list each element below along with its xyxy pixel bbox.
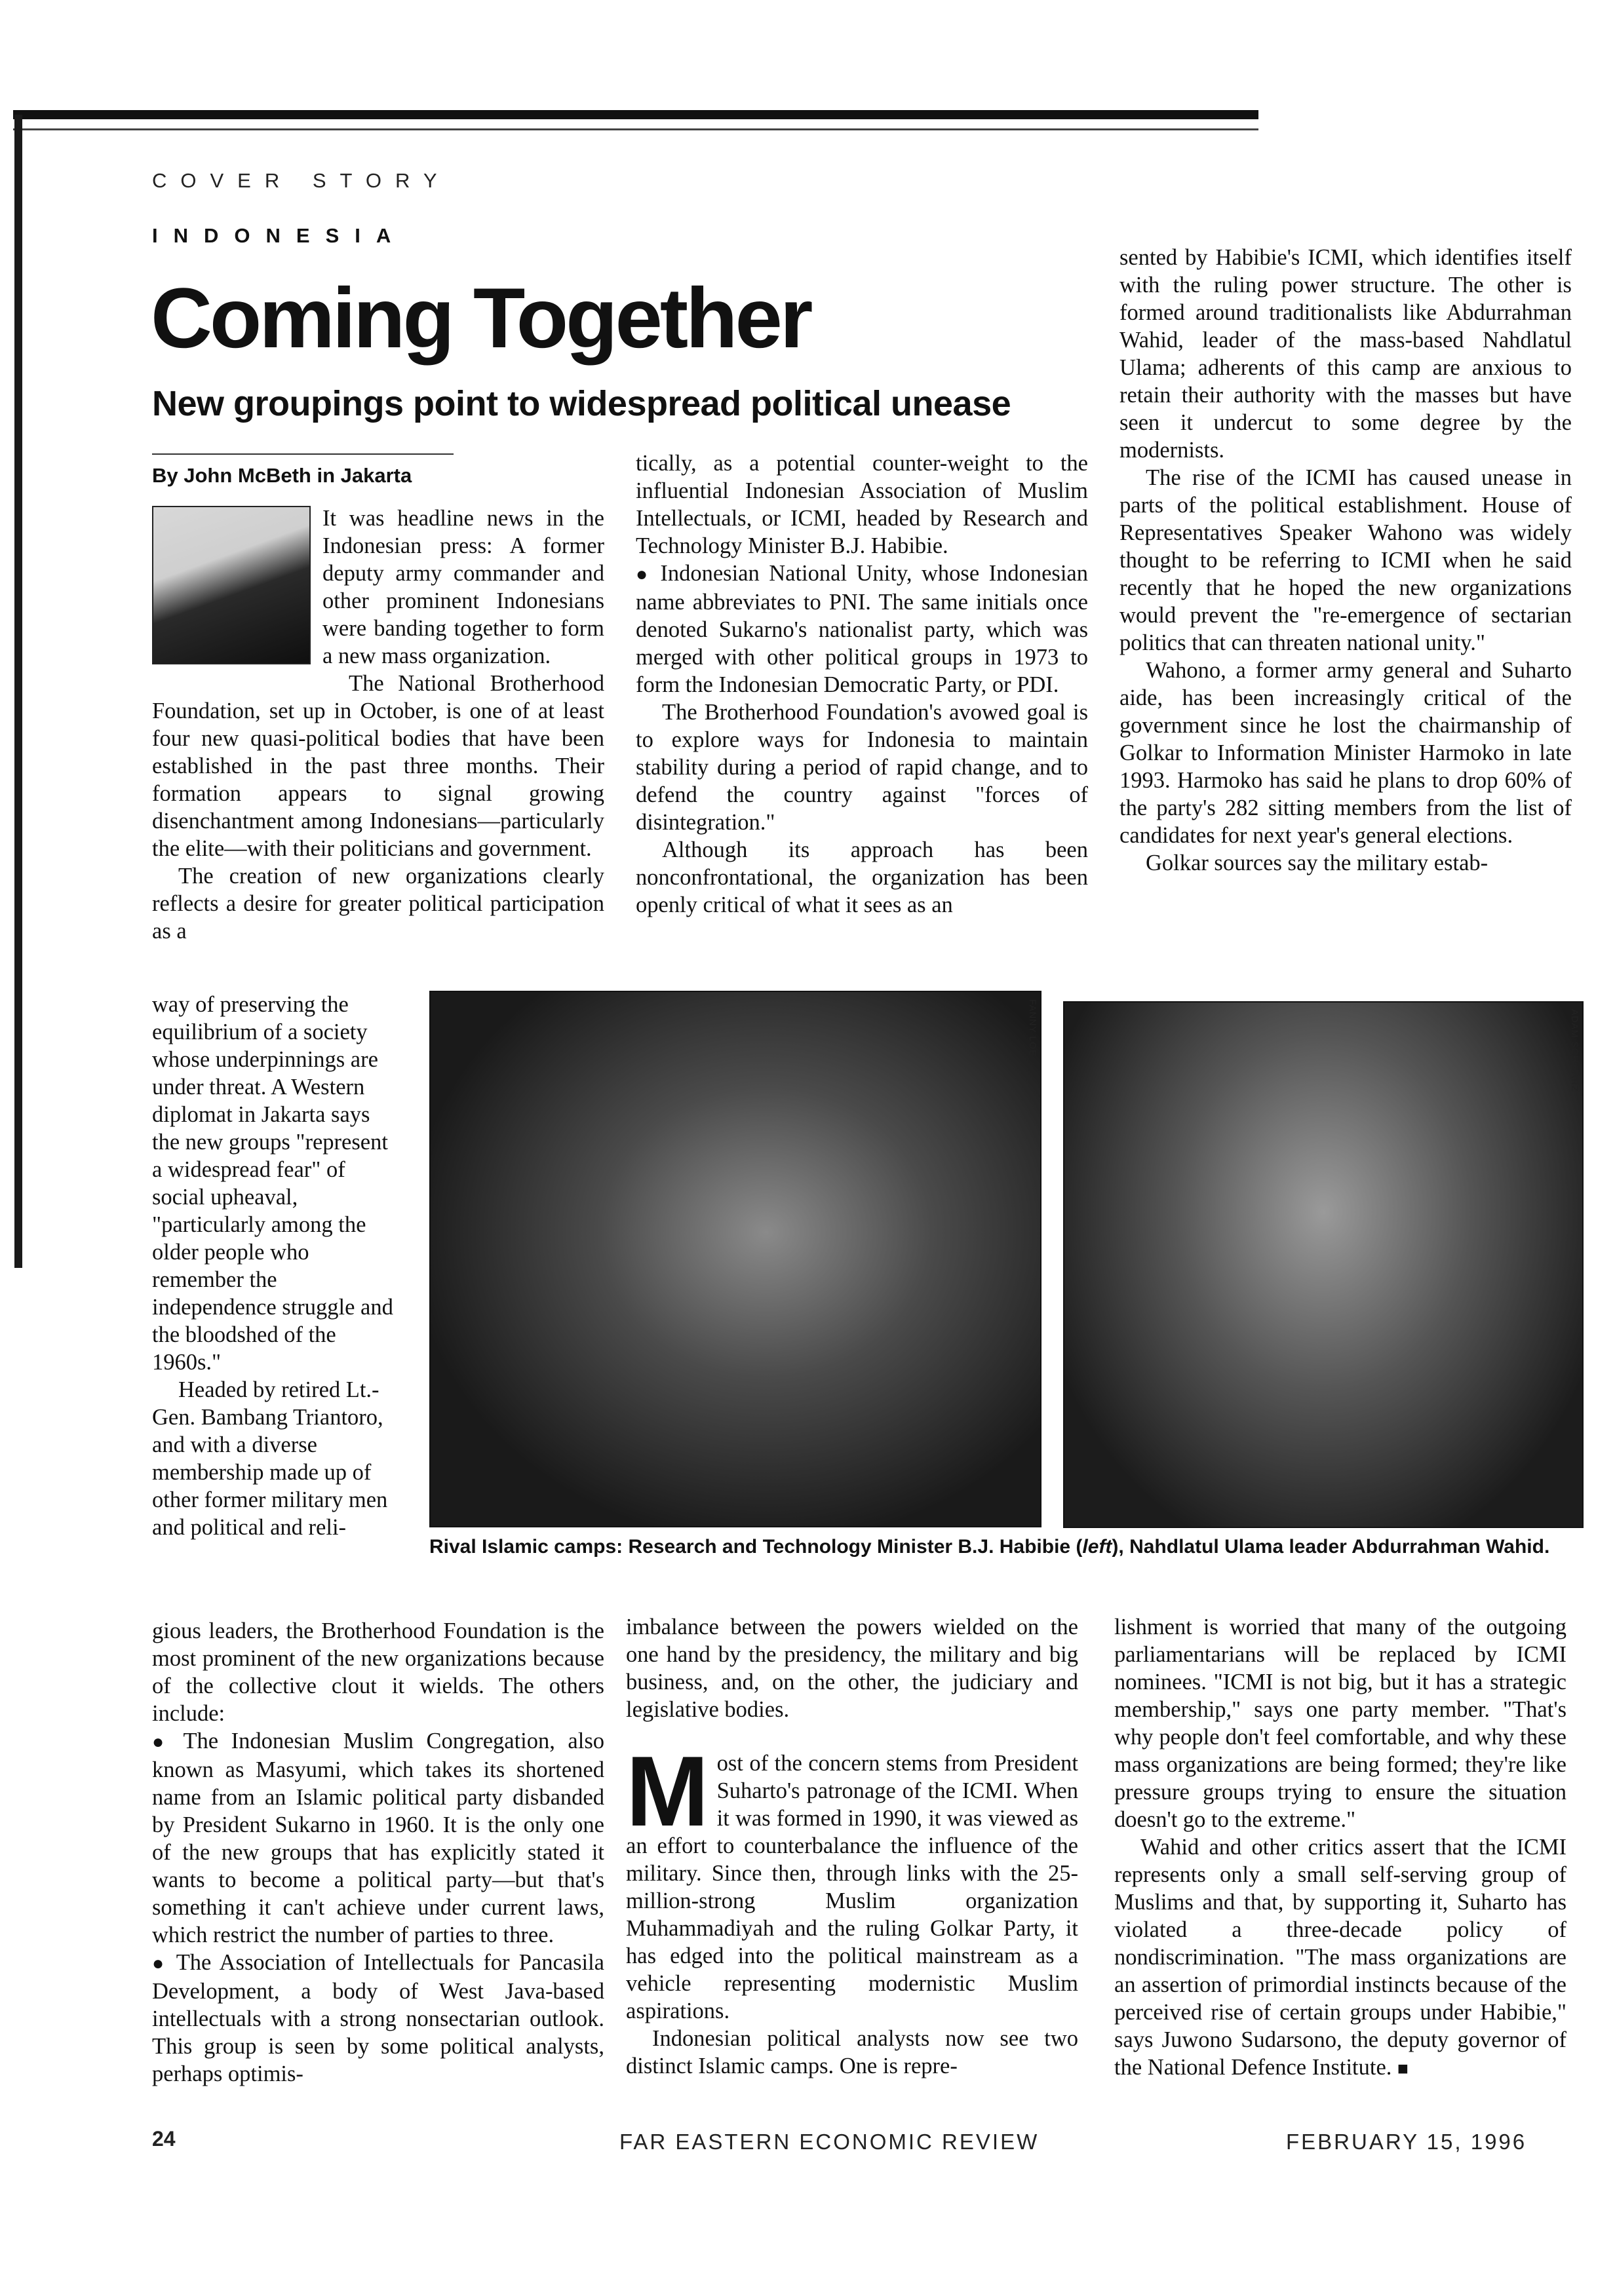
bullet-item: ● The Indonesian Muslim Congregation, also known as Masyumi, which takes its shortened name from an Islamic political party disbanded by President Sukarno in 1960. It is the only one of the new groups that has explicitly stated it wants to become a political party—but that's something it can't achieve under current laws, which restrict the number of parties to three. (152, 1727, 604, 1949)
column-2-top (636, 450, 1088, 919)
paragraph: imbalance between the powers wielded on the one hand by the presidency, the military and big business, and, on the other, the judiciary and legislative bodies. (626, 1615, 1078, 1722)
column-2-bottom (626, 1613, 1078, 2080)
paragraph-text: ost of the concern stems from President Suharto's patronage of the ICMI. When it was formed in 1990, it was viewed as an effort to counterbalance the influence of the military. Since then, through links with the 25-million-strong Muslim organization Muhammadiyah and the ruling Golkar Party, it has edged into the political mainstream as a vehicle representing modernistic Muslim aspirations. (626, 1751, 1078, 2023)
paragraph: Wahono, a former army general and Suharto aide, has been increasingly critical of the government since he lost the chairmanship of Golkar to Information Minister Harmoko in late 1993. Harmoko has said he plans to drop 60% of the party's 282 sitting members from the list of candidates for next year's general elections. (1119, 658, 1572, 848)
subheadline: New groupings point to widespread political unease (152, 384, 1011, 423)
paragraph: It was headline news in the Indonesian press: A former deputy army commander and other prominent Indonesians were banding together to form a new mass organization. (322, 506, 604, 668)
paragraph: tically, as a potential counter-weight to the influential Indonesian Association of Muslim Intellectuals, or ICMI, headed by Research and Technology Minister B.J. Habibie. (636, 451, 1088, 558)
paragraph: lishment is worried that many of the outgoing parliamentarians will be replaced by ICMI nominees. "ICMI is not big, but it has a strategic membership," says one party member. "That's why people don't feel comfortable, and why these mass organizations are being formed; they're like pressure groups trying to ensure the situation doesn't go to the extreme." (1114, 1615, 1566, 1832)
bullet-item: ● Indonesian National Unity, whose Indonesian name abbreviates to PNI. The same initials once denoted Sukarno's nationalist party, which was merged with other political groups in 1973 to form the Indonesian Democratic Party, or PDI. (636, 560, 1088, 698)
paragraph: The creation of new organizations clearly reflects a desire for greater political participation as a (152, 864, 604, 944)
paragraph: The National Brotherhood Foundation, set up in October, is one of at least four new quasi-political bodies that have been established in the past three months. Their formation appears to signal growing disenchantment among Indonesians—particularly the elite—with their politicians and government. (152, 671, 604, 861)
section-label: INDONESIA (152, 224, 407, 247)
photo-habibie (429, 991, 1041, 1527)
photo-credit-right: ADAM SCHWARZ (1570, 1009, 1580, 1092)
paragraph (1114, 1833, 1566, 2083)
photo-wahid (1063, 1001, 1584, 1528)
caption-lead: Rival Islamic camps: Research and Technology Minister B.J. Habibie ( (429, 1536, 1083, 1558)
paragraph: gious leaders, the Brotherhood Foundation is the most prominent of the new organizations because of the collective clout it wields. The others include: (152, 1618, 604, 1726)
paragraph: The Brotherhood Foundation's avowed goal is to explore ways for Indonesia to maintain stability during a period of rapid change, and to defend the country against "forces of disintegration." (636, 700, 1088, 835)
paragraph-text: Wahid and other critics assert that the ICMI represents only a small self-serving group of Muslims and that, by supporting it, Suharto has violated a three-decade policy of nondiscrimination. "The mass organizations are an assertion of primordial instincts because of the perceived rise of certain groups under Habibie," says Juwono Sudarsono, the deputy governor of the National Defence Institute. (1114, 1835, 1566, 2080)
bullet-item: ● The Association of Intellectuals for Pancasila Development, a body of West Java-based intellectuals with a strong nonsectarian outlook. This group is seen by some political analysts, perhaps optimis- (152, 1949, 604, 2088)
column-1-top (152, 505, 604, 989)
paragraph: Headed by retired Lt.-Gen. Bambang Triantoro, and with a diverse membership made up of other former military men and political and reli- (152, 1377, 388, 1540)
drop-cap: M (626, 1736, 709, 1847)
photo-credit-left: FANNY LOE (1028, 999, 1038, 1057)
column-1-narrow (152, 991, 399, 1541)
paragraph: Although its approach has been nonconfrontational, the organization has been openly critical of what it sees as an (636, 837, 1088, 917)
headline: Coming Together (151, 270, 811, 366)
paragraph: Indonesian political analysts now see two distinct Islamic camps. One is repre- (626, 2026, 1078, 2078)
caption-left-word: left (1082, 1536, 1112, 1558)
photo-caption (429, 1535, 1583, 1559)
thumbnail-spacer (152, 505, 322, 674)
paragraph: Golkar sources say the military estab- (1146, 851, 1489, 875)
paragraph (626, 1736, 1078, 2025)
issue-date: FEBRUARY 15, 1996 (1286, 2130, 1527, 2154)
byline-rule (152, 453, 454, 455)
left-edge-bar (14, 115, 22, 1268)
paragraph: way of preserving the equilibrium of a society whose underpinnings are under threat. A Western diplomat in Jakarta says the new groups "represent a widespread fear" of social upheaval, "particularly among the older people who remember the independence struggle and the bloodshed of the 1960s." (152, 992, 393, 1375)
byline: By John McBeth in Jakarta (152, 464, 412, 487)
column-1-bottom (152, 1617, 604, 2088)
caption-tail: ), Nahdlatul Ulama leader Abdurrahman Wahid. (1112, 1536, 1550, 1558)
column-3-bottom (1114, 1613, 1566, 2083)
top-rule (13, 110, 1258, 119)
top-rule-thin (13, 128, 1258, 130)
paragraph: sented by Habibie's ICMI, which identifies itself with the ruling power structure. The other is formed around traditionalists like Abdurrahman Wahid, leader of the mass-based Nahdlatul Ulama; adherents of this camp are anxious to retain their authority with the masses but have seen it undercut to some degree by the modernists. (1119, 245, 1572, 463)
paragraph: The rise of the ICMI has caused unease in parts of the political establishment. House of Representatives Speaker Wahono was widely thought to be referring to ICMI when he said recently that he hoped the new organizations would prevent the "re-emergence of sectarian politics that can threaten national unity." (1119, 465, 1572, 655)
end-mark: ■ (1397, 2059, 1409, 2079)
kicker: COVER STORY (152, 169, 451, 192)
publication-name: FAR EASTERN ECONOMIC REVIEW (619, 2130, 1040, 2154)
page-number: 24 (152, 2127, 176, 2151)
column-3-top (1119, 244, 1572, 877)
